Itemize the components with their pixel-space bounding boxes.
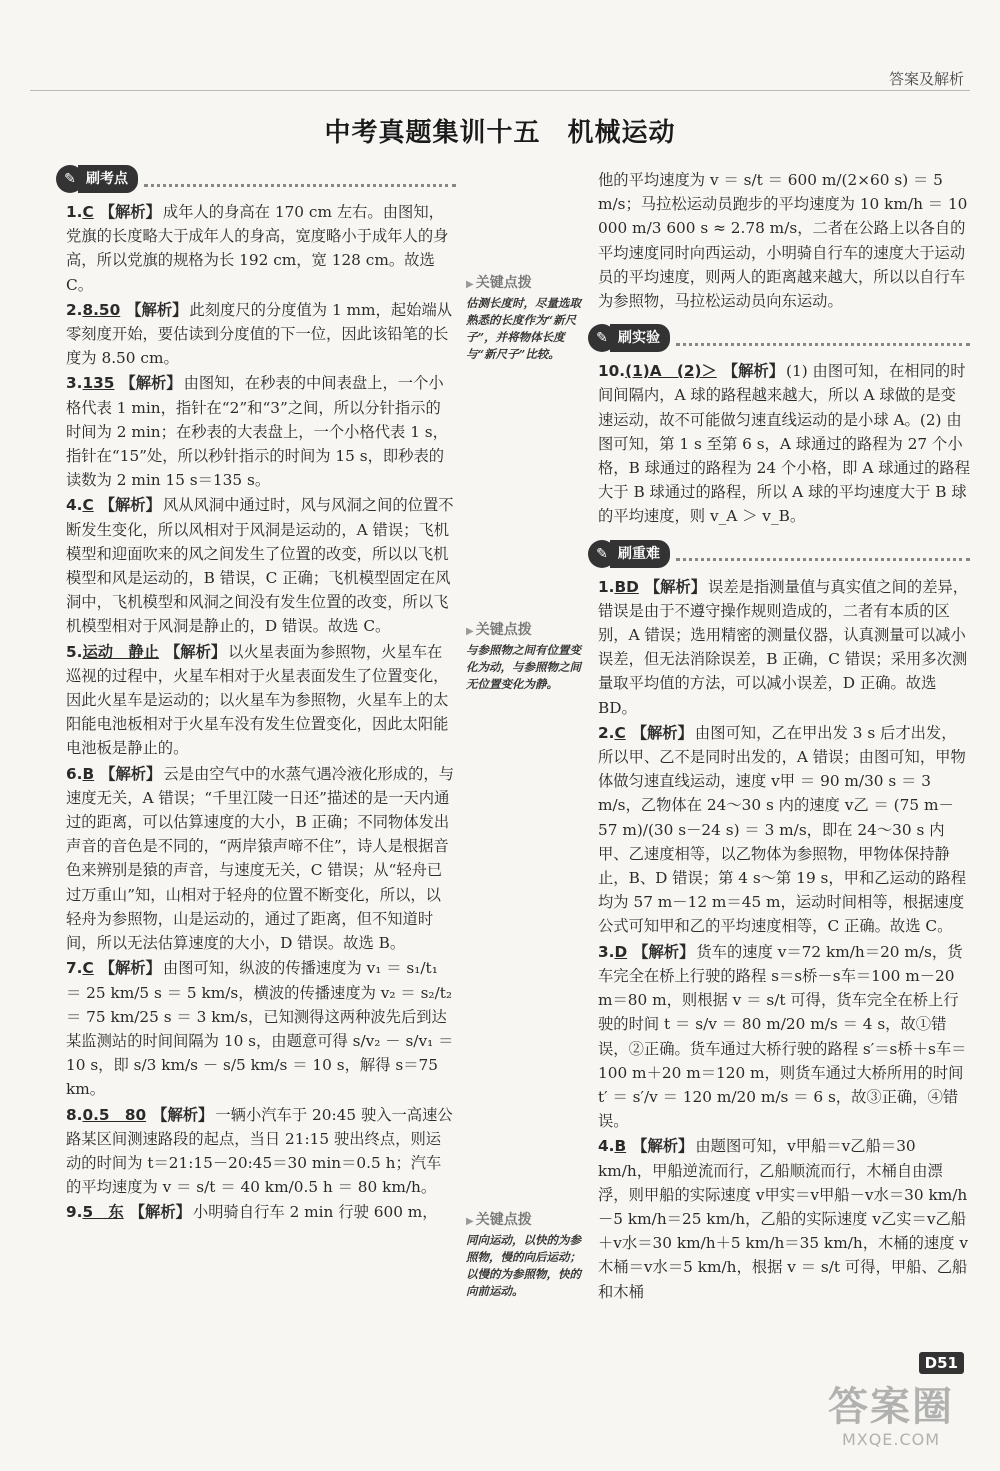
q-number: 3. — [66, 374, 83, 393]
hard-question-1 — [598, 575, 970, 720]
q-text: 一辆小汽车于 20:45 驶入一高速公路某区间测速路段的起点，当日 21:15 驶出终点，则运动的时间为 t＝21:15－20:45＝30 min＝0.5 h；汽车的平均速度为 v ＝ s/t ＝ 40 km/0.5 h ＝ 80 km/h。 — [66, 1105, 453, 1197]
q9-continuation: 他的平均速度为 v ＝ s/t ＝ 600 m/(2×60 s) ＝ 5 m/s；马拉松运动员跑步的平均速度为 10 km/h ＝ 10 000 m/3 600 s ≈ 2.78 m/s，二者在公路上以各自的平均速度同时向西运动，小明骑自行车的速度大于运动员的平均速度，则两人的距离越来越大，所以以自行车为参照物，马拉松运动员向东运动。 — [598, 171, 968, 311]
q10 — [598, 359, 970, 528]
q-text: 云是由空气中的水蒸气遇冷液化形成的，与速度无关，A 错误；“千里江陵一日还”描述的是一天内通过的距离，可以估算速度的大小，B 正确；不同物体发出声音的音色是不同的，“两岸猿声啼不住”，诗人是根据音色来辨别是猿的声音，与速度无关，C 错误；从“轻舟已过万重山”知，山相对于轻舟的位置不断变化，所以，以轻舟为参照物，山是运动的，通过了距离，但不知道时间，所以无法估算速度的大小，D 错误。故选 B。 — [66, 764, 454, 953]
q-answer: C — [82, 959, 94, 978]
q-answer: 5 东 — [82, 1203, 124, 1222]
q-answer: D — [614, 942, 628, 961]
q-analysis-tag: 【解析】 — [164, 642, 227, 661]
q-text: 此刻度尺的分度值为 1 mm，起始端从零刻度开始，要估读到分度值的下一位，因此该铅笔的长度为 8.50 cm。 — [66, 300, 453, 368]
q-analysis-tag: 【解析】 — [100, 764, 162, 783]
watermark-url: MXQE.COM — [841, 1430, 941, 1449]
side-note-text: 同向运动，以快的为参照物，慢的向后运动；以慢的为参照物，快的向前运动。 — [466, 1233, 581, 1298]
q-answer: 0.5 80 — [82, 1105, 147, 1124]
q-analysis-tag: 【解析】 — [631, 723, 693, 742]
pen-icon: ✎ — [56, 165, 84, 193]
side-note-1 — [466, 275, 584, 363]
left-item-list — [66, 200, 456, 1225]
left-question-6 — [66, 762, 456, 956]
q-number: 1. — [598, 577, 615, 596]
side-note-head: ▶ 关键点拨 — [466, 622, 584, 640]
q-answer: BD — [614, 577, 639, 596]
left-question-4 — [66, 493, 456, 638]
page-number: D51 — [919, 1352, 964, 1374]
right-column — [598, 168, 970, 1305]
side-note-2 — [466, 622, 584, 693]
q-answer: B — [82, 764, 95, 783]
watermark-text: 答案圈 — [828, 1384, 954, 1430]
section-header-shiyan — [588, 325, 970, 351]
pen-icon: ✎ — [588, 324, 616, 352]
left-question-9 — [66, 1200, 456, 1224]
left-column — [66, 166, 456, 1226]
header-tag: 答案及解析 — [888, 70, 964, 88]
dotted-rule — [676, 331, 970, 346]
q-number: 1. — [66, 203, 83, 221]
dotted-rule — [676, 546, 970, 561]
header-divider — [30, 90, 970, 91]
hard-question-4 — [598, 1134, 970, 1303]
left-question-7 — [66, 956, 456, 1101]
q-answer: C — [614, 723, 626, 742]
q-analysis-tag: 【解析】 — [632, 1137, 694, 1156]
page-title: 中考真题集训十五 机械运动 — [324, 118, 676, 148]
q-answer: 135 — [82, 374, 115, 393]
hard-item-list — [598, 575, 970, 1304]
q-answer: (1)A (2)＞ — [625, 362, 717, 381]
side-note-text: 估测长度时，尽量选取熟悉的长度作为“新尺子”，并将物体长度与“新尺子”比较。 — [466, 296, 581, 361]
q-answer: B — [614, 1137, 627, 1156]
side-note-head: ▶ 关键点拨 — [466, 275, 584, 293]
side-note-3 — [466, 1212, 584, 1300]
q-number: 6. — [66, 764, 83, 783]
q-analysis-tag: 【解析】 — [99, 959, 161, 978]
side-note-head: ▶ 关键点拨 — [466, 1212, 584, 1230]
q-number: 10. — [598, 362, 626, 381]
q-text: 由图可知，乙在甲出发 3 s 后才出发，所以甲、乙不是同时出发的，A 错误；由图可知，甲物体做匀速直线运动，速度 v甲 ＝ 90 m/30 s ＝ 3 m/s，乙物体在 24～30 s 内的速度 v乙 ＝ (75 m－57 m)/(30 s－24 s) ＝ 3 m/s，即在 24～30 s 内甲、乙速度相等，以乙物体为参照物，甲物体保持静止，B、D 错误；第 4 s～第 19 s，甲和乙运动的路程均为 57 m－12 m＝45 m，运动时间相等，根据速度公式可知甲和乙的平均速度相等，C 正确。故选 C。 — [598, 723, 967, 936]
dotted-rule — [144, 172, 456, 187]
q-number: 3. — [598, 942, 615, 961]
q-text: 误差是指测量值与真实值之间的差异，错误是由于不遵守操作规则造成的，二者有本质的区别，A 错误；选用精密的测量仪器，认真测量可以减小误差，但无法消除误差，B 正确，C 错误；采用多次测量取平均值的方法，可以减小误差，D 正确。故选 BD。 — [598, 577, 969, 717]
q-text: 风从风洞中通过时，风与风洞之间的位置不断发生变化，所以风相对于风洞是运动的，A 错误；飞机模型和迎面吹来的风之间发生了位置的改变，所以以飞机模型和风是运动的，B 错误，C 正确；飞机模型固定在风洞中，飞机模型和风洞之间没有发生位置的改变，所以飞机模型相对于风洞是静止的，D 错误。故选 C。 — [66, 496, 454, 636]
q-analysis-tag: 【解析】 — [126, 300, 188, 319]
q-analysis-tag: 【解析】 — [722, 362, 784, 381]
q-answer: 8.50 — [82, 300, 121, 319]
section-header-zhongnan — [588, 541, 970, 567]
q-number: 2. — [598, 723, 615, 742]
q-number: 9. — [66, 1203, 83, 1222]
section-label: 刷考点 — [78, 165, 138, 193]
q-analysis-tag: 【解析】 — [129, 1203, 191, 1222]
left-question-3 — [66, 371, 456, 492]
q-text: 由题图可知，v甲船＝v乙船＝30 km/h，甲船逆流而行，乙船顺流而行，木桶自由漂浮，则甲船的实际速度 v甲实＝v甲船－v水＝30 km/h－5 km/h＝25 km/h，乙船的实际速度 v乙实＝v乙船＋v水＝30 km/h＋5 km/h＝35 km/h，木桶的速度 v木桶＝v水＝5 km/h，根据 v ＝ s/t 可得，甲船、乙船和木桶 — [598, 1137, 969, 1301]
q-answer: C — [82, 496, 94, 515]
side-note-text: 与参照物之间有位置变化为动，与参照物之间无位置变化为静。 — [466, 643, 581, 691]
left-question-5 — [66, 640, 456, 761]
q-analysis-tag: 【解析】 — [152, 1105, 214, 1124]
q-number: 4. — [598, 1137, 615, 1156]
watermark-logo — [806, 1384, 976, 1454]
q-text: 成年人的身高在 170 cm 左右。由图知，党旗的长度略大于成年人的身高，宽度略小于成年人的身高，所以党旗的规格为长 192 cm，宽 128 cm。故选 C。 — [66, 203, 449, 294]
section-label: 刷重难 — [610, 540, 670, 568]
q-answer: C — [82, 203, 94, 221]
q-number: 5. — [66, 642, 83, 661]
q-number: 2. — [66, 300, 83, 319]
section-header-kaodian — [56, 166, 456, 192]
hard-question-3 — [598, 940, 970, 1134]
q-analysis-tag: 【解析】 — [644, 577, 707, 596]
pen-icon: ✎ — [588, 540, 616, 568]
left-question-1 — [66, 200, 456, 297]
q-number: 8. — [66, 1105, 83, 1124]
q-number: 7. — [66, 959, 83, 978]
q-text: 以火星表面为参照物，火星车在巡视的过程中，火星车相对于火星表面发生了位置变化，因此火星车是运动的；以火星车为参照物，火星车上的太阳能电池板相对于火星车没有发生位置变化，因此太阳能电池板是静止的。 — [66, 642, 449, 758]
left-question-2 — [66, 298, 456, 371]
section-label: 刷实验 — [610, 324, 670, 352]
q-analysis-tag: 【解析】 — [99, 203, 161, 221]
q-analysis-tag: 【解析】 — [99, 496, 161, 515]
q-analysis-tag: 【解析】 — [633, 942, 695, 961]
hard-question-2 — [598, 721, 970, 939]
q-text: 小明骑自行车 2 min 行驶 600 m， — [192, 1203, 438, 1222]
q-answer: 运动 静止 — [82, 642, 159, 661]
q-text: (1) 由图可知，在相同的时间间隔内，A 球的路程越来越大，所以 A 球做的是变速运动，故不可能做匀速直线运动的是小球 A。(2) 由图可知，第 1 s 至第 6 s，A 球通过的路程为 27 个小格，B 球通过的路程为 24 个小格，即 A 球通过的路程大于 B 球通过的路程，所以 A 球的平均速度大于 B 球的平均速度，则 v_A ＞ v_B。 — [598, 362, 971, 526]
q-text: 货车的速度 v＝72 km/h＝20 m/s，货车完全在桥上行驶的路程 s＝s桥－s车＝100 m－20 m＝80 m，则根据 v ＝ s/t 可得，货车完全在桥上行驶的时间 t ＝ s/v ＝ 80 m/20 m/s ＝ 4 s，故①错误，②正确。货车通过大桥行驶的路程 s′＝s桥＋s车＝100 m＋20 m＝120 m，则货车通过大桥所用的时间 t′ ＝ s′/v ＝ 120 m/20 m/s ＝ 6 s，故③正确，④错误。 — [598, 942, 967, 1131]
left-question-8 — [66, 1103, 456, 1200]
q-text: 由图可知，纵波的传播速度为 v₁ ＝ s₁/t₁ ＝ 25 km/5 s ＝ 5 km/s，横波的传播速度为 v₂ ＝ s₂/t₂ ＝ 75 km/25 s ＝ 3 km/s，已知测得这两种波先后到达某监测站的时间间隔为 10 s，由题意可得 s/v₂ － s/v₁ ＝ 10 s，即 s/3 km/s － s/5 km/s ＝ 10 s，解得 s＝75 km。 — [66, 959, 454, 1099]
q-analysis-tag: 【解析】 — [120, 374, 182, 393]
q-text: 由图知，在秒表的中间表盘上，一个小格代表 1 min，指针在“2”和“3”之间，所以分针指示的时间为 2 min；在秒表的大表盘上，一个小格代表 1 s，指针在“15”处，所以秒针指示的时间为 15 s，即秒表的读数为 2 min 15 s＝135 s。 — [66, 374, 448, 490]
q-number: 4. — [66, 496, 83, 515]
